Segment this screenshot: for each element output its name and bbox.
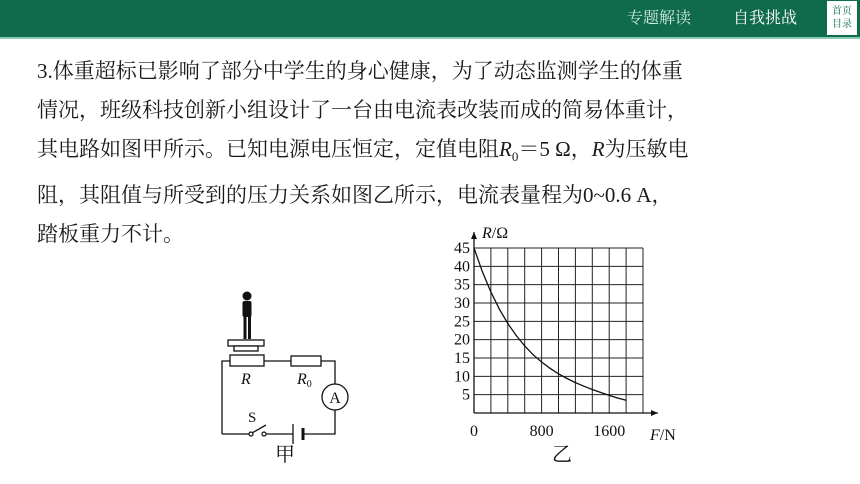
question-line-3: 其电路如图甲所示。已知电源电压恒定，定值电阻$R_0=5$ Ω，R为压敏电	[37, 137, 689, 165]
caption-jia: 甲	[275, 442, 295, 466]
data-point	[549, 368, 550, 369]
x-tick-label: 1600	[593, 423, 626, 440]
data-point	[609, 395, 610, 396]
tab-topic[interactable]: 专题解读	[627, 8, 692, 27]
y-tick-label: 25	[454, 313, 470, 331]
label-r0: R0	[297, 371, 312, 390]
data-point	[541, 361, 542, 362]
y-tick-labels	[454, 240, 470, 404]
question-line-2: 情况，班级科技创新小组设计了一台由电流表改装而成的简易体重计，	[37, 98, 688, 122]
nav-home-link[interactable]: 首页	[832, 6, 852, 17]
data-point	[558, 373, 559, 374]
question-line-4: 阻，其阻值与所受到的压力关系如图乙所示，电流表量程为0~0.6 A，	[37, 183, 673, 208]
y-axis-arrow	[471, 232, 477, 239]
y-tick-label: 35	[454, 276, 470, 294]
data-point	[533, 354, 534, 355]
y-tick-label: 20	[454, 331, 470, 349]
chart-axes	[471, 232, 658, 416]
x-tick-label: 0	[470, 423, 478, 440]
data-point	[575, 382, 576, 383]
data-point	[592, 389, 593, 390]
chart-grid	[474, 248, 643, 413]
data-point	[617, 397, 618, 398]
y-tick-label: 15	[454, 350, 470, 367]
data-point	[499, 309, 500, 310]
data-point	[473, 247, 474, 248]
x-axis-arrow	[651, 410, 658, 416]
y-axis-label: R/Ω	[482, 225, 509, 242]
data-point	[626, 400, 627, 401]
label-r: R	[241, 371, 251, 388]
y-tick-label: 5	[462, 386, 470, 404]
question-line-1: 3.体重超标已影响了部分中学生的身心健康，为了动态监测学生的体重	[37, 59, 683, 83]
r0-subscript: 0	[511, 149, 519, 165]
nav-contents-link[interactable]: 目录	[832, 19, 852, 30]
y-tick-label: 45	[454, 240, 470, 257]
r0-value: ＝5 Ω	[518, 137, 571, 161]
x-tick-label: 800	[529, 423, 554, 440]
data-point	[482, 271, 483, 272]
r0-symbol: R	[499, 137, 512, 161]
data-point	[507, 323, 508, 324]
y-tick-label: 40	[454, 258, 470, 276]
data-point	[583, 386, 584, 387]
question-line-5: 踏板重力不计。	[37, 222, 184, 247]
ammeter-range: 0~0.6 A	[583, 183, 652, 208]
label-switch: S	[248, 410, 257, 426]
r-symbol: R	[591, 137, 605, 161]
x-tick-labels	[470, 423, 625, 440]
data-point	[566, 378, 567, 379]
data-point	[600, 392, 601, 393]
data-point	[490, 291, 491, 292]
question-number: 3.	[37, 59, 53, 83]
series-line	[474, 248, 626, 400]
x-axis-label: F/N	[650, 427, 676, 444]
tab-practice[interactable]: 自我挑战	[733, 8, 798, 27]
data-point	[524, 345, 525, 346]
y-tick-label: 30	[454, 295, 470, 312]
caption-yi: 乙	[552, 442, 572, 466]
ammeter-label: A	[329, 390, 341, 407]
data-point	[516, 335, 517, 336]
series-points	[473, 247, 626, 400]
y-tick-label: 10	[454, 368, 470, 386]
